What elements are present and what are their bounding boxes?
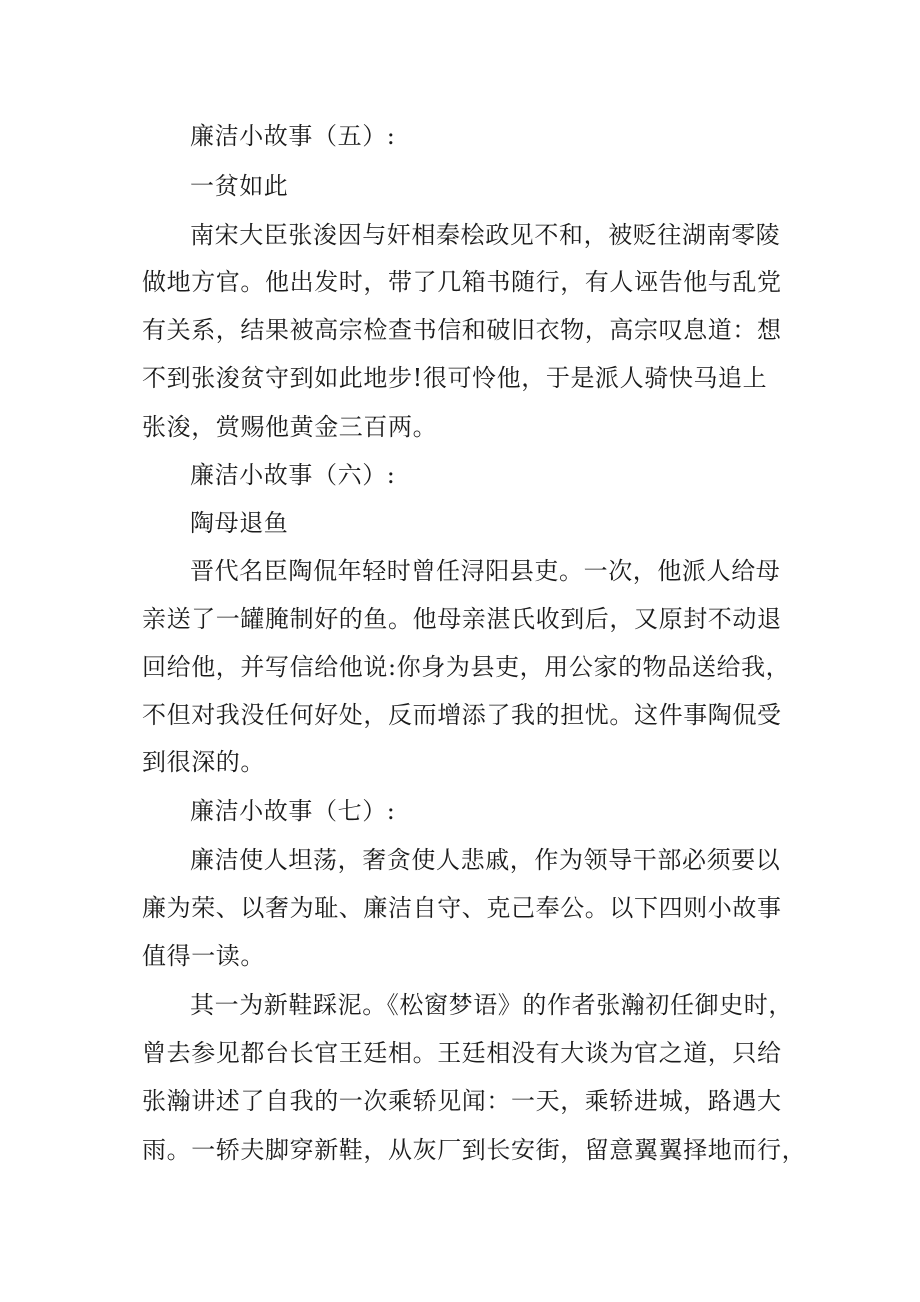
story5-title: 一贫如此 — [190, 172, 289, 200]
story6-paragraph-line: 到很深的。 — [142, 748, 265, 776]
story6-paragraph-line: 回给他，并写信给他说:你身为县吏，用公家的物品送给我， — [142, 653, 791, 681]
story7-intro-line: 廉为荣、以奢为耻、廉洁自守、克己奉公。以下四则小故事 — [142, 894, 782, 922]
story5-paragraph-line: 有关系，结果被高宗检查书信和破旧衣物，高宗叹息道：想 — [142, 316, 782, 344]
story7-intro-line: 值得一读。 — [142, 942, 265, 970]
story7-part1-line: 张瀚讲述了自我的一次乘轿见闻：一天，乘轿进城，路遇大 — [142, 1087, 782, 1115]
story6-heading: 廉洁小故事（六）: — [190, 461, 396, 489]
story6-title: 陶母退鱼 — [190, 509, 289, 537]
story7-heading: 廉洁小故事（七）: — [190, 797, 396, 825]
story5-paragraph-line: 不到张浚贫守到如此地步!很可怜他，于是派人骑快马追上 — [142, 364, 768, 392]
story6-paragraph-line: 亲送了一罐腌制好的鱼。他母亲湛氏收到后，又原封不动退 — [142, 605, 782, 633]
story5-paragraph-line: 做地方官。他出发时，带了几箱书随行，有人诬告他与乱党 — [142, 268, 782, 296]
story5-paragraph-line: 南宋大臣张浚因与奸相秦桧政见不和，被贬往湖南零陵 — [190, 221, 781, 249]
story5-paragraph-line: 张浚，赏赐他黄金三百两。 — [142, 413, 438, 441]
story7-part1-line: 雨。一轿夫脚穿新鞋，从灰厂到长安街，留意翼翼择地而行， — [142, 1136, 807, 1164]
story7-part1-line: 曾去参见都台长官王廷相。王廷相没有大谈为官之道，只给 — [142, 1039, 782, 1067]
story6-paragraph-line: 不但对我没任何好处，反而增添了我的担忧。这件事陶侃受 — [142, 701, 782, 729]
story7-intro-line: 廉洁使人坦荡，奢贪使人悲戚，作为领导干部必须要以 — [190, 846, 781, 874]
story7-part1-line: 其一为新鞋踩泥。《松窗梦语》的作者张瀚初任御史时， — [190, 991, 793, 1019]
story6-paragraph-line: 晋代名臣陶侃年轻时曾任浔阳县吏。一次，他派人给母 — [190, 557, 781, 585]
story5-heading: 廉洁小故事（五）: — [190, 122, 396, 150]
